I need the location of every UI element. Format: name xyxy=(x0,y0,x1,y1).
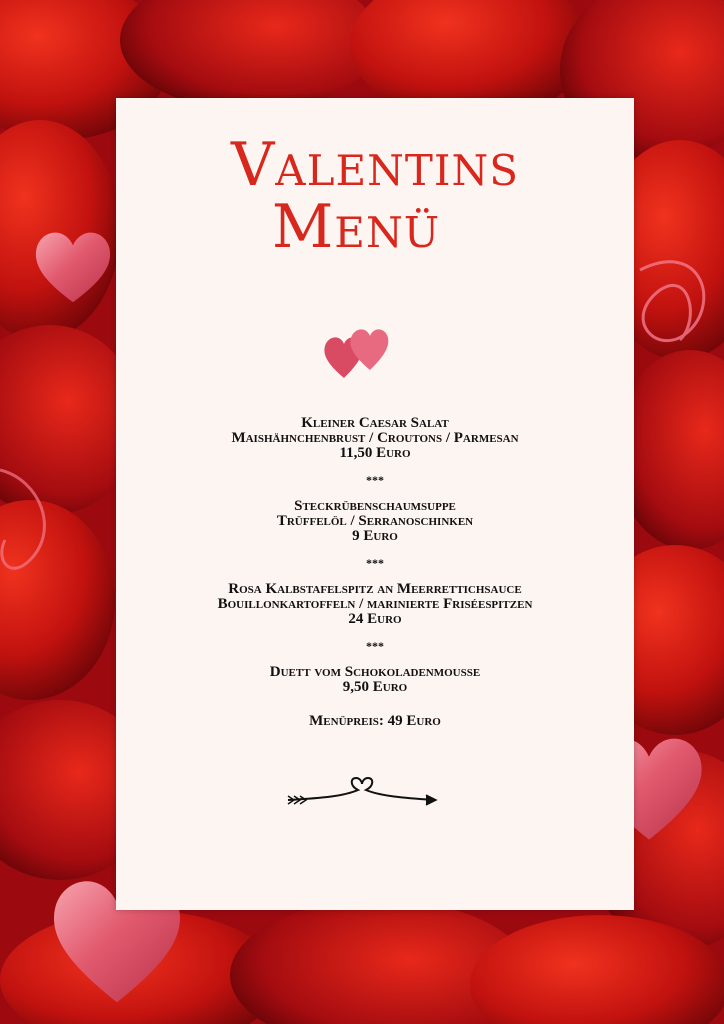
course-separator: *** xyxy=(366,639,384,653)
title-line-1: Valentins xyxy=(230,130,520,200)
course-name: Kleiner Caesar Salat xyxy=(301,415,449,431)
course-description: Bouillonkartoffeln / marinierte Friséespitzen xyxy=(217,596,533,612)
course-name: Steckrübenschaumsuppe xyxy=(294,498,456,514)
course-description: Maishähnchenbrust / Croutons / Parmesan xyxy=(231,430,519,446)
course-separator: *** xyxy=(366,473,384,487)
course-description: Trüffelöl / Serranoschinken xyxy=(276,513,474,529)
course-price: 9 Euro xyxy=(352,528,398,544)
menu-course xyxy=(116,582,634,627)
double-heart-icon xyxy=(322,324,402,380)
course-price: 11,50 Euro xyxy=(339,445,411,461)
menu-card xyxy=(116,98,634,910)
menu-course xyxy=(116,665,634,695)
menu-total-price: Menüpreis: 49 Euro xyxy=(309,713,441,729)
menu-course xyxy=(116,499,634,544)
heart-arrow-icon xyxy=(284,770,440,810)
menu-course xyxy=(116,416,634,461)
title-line-2: Menü xyxy=(271,192,441,262)
course-name: Rosa Kalbstafelspitz an Meerrettichsauce xyxy=(228,581,522,597)
course-separator: *** xyxy=(366,556,384,570)
menu-title xyxy=(116,130,634,262)
course-name: Duett vom Schokoladenmousse xyxy=(269,664,481,680)
menu-list xyxy=(116,416,634,729)
course-price: 9,50 Euro xyxy=(342,679,408,695)
course-price: 24 Euro xyxy=(348,611,402,627)
